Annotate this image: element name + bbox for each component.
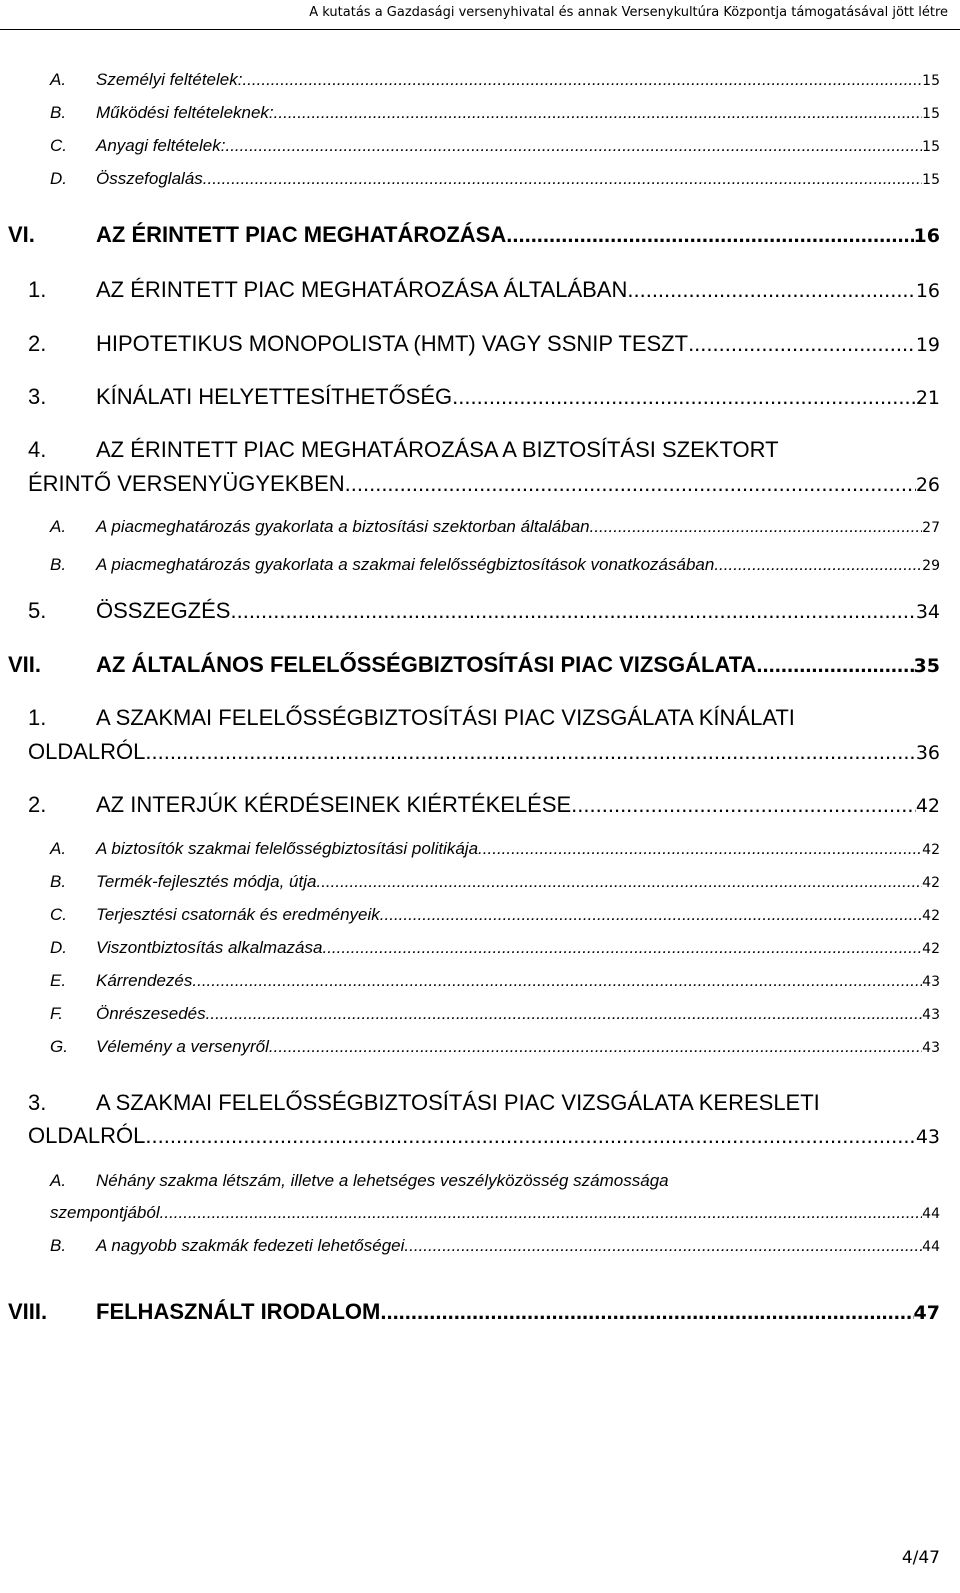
toc-leader: [688, 331, 916, 357]
toc-entry-title: Kárrendezés: [96, 971, 193, 990]
toc-entry-page: 42: [922, 842, 940, 858]
toc-leader: [627, 277, 915, 303]
toc-entry-page: 43: [915, 1126, 940, 1148]
toc-entry-page: 34: [915, 601, 940, 623]
toc-entry-title: AZ ÉRINTETT PIAC MEGHATÁROZÁSA: [96, 222, 507, 247]
toc-entry-title: Működési feltételeknek:: [96, 103, 274, 122]
toc-entry-number: B.: [50, 872, 67, 891]
toc-leader: [145, 739, 915, 765]
toc-entry-page: 42: [922, 875, 940, 891]
toc-entry-number: VIII.: [8, 1299, 48, 1324]
toc-entry-number: B.: [50, 1236, 67, 1255]
toc-entry-title: AZ ÁLTALÁNOS FELELŐSSÉGBIZTOSÍTÁSI PIAC VIZSGÁLATA: [96, 652, 757, 677]
toc-entry-page: 43: [922, 1040, 940, 1056]
toc-entry-number: VII.: [8, 652, 42, 677]
toc-entry-number: 2.: [28, 792, 47, 817]
toc-leader: [506, 222, 913, 248]
toc-entry-title: AZ INTERJÚK KÉRDÉSEINEK KIÉRTÉKELÉSE: [96, 792, 572, 817]
toc-entry-title: Terjesztési csatornák és eredményeik: [96, 905, 380, 924]
toc-leader: [242, 70, 922, 90]
toc-leader: [571, 792, 916, 818]
toc-leader: [380, 1299, 913, 1325]
toc-entry-number: B.: [50, 103, 67, 122]
toc-leader: [380, 905, 922, 925]
toc-leader: [225, 136, 922, 156]
toc-leader: [478, 839, 922, 859]
toc-entry-page: 16: [915, 280, 940, 302]
toc-entry-title: Viszontbiztosítás alkalmazása: [96, 938, 323, 957]
toc-entry-page: 15: [922, 73, 940, 89]
toc-leader: [274, 103, 923, 123]
toc-entry-title: A piacmeghatározás gyakorlata a biztosítási szektorban általában: [96, 517, 590, 536]
toc-entry-number: A.: [50, 1171, 67, 1190]
toc-entry-page: 44: [922, 1239, 940, 1255]
toc-entry-number: A.: [50, 517, 67, 536]
toc-leader: [316, 872, 922, 892]
toc-entry-page: 29: [922, 558, 940, 574]
toc-entry-title: A SZAKMAI FELELŐSSÉGBIZTOSÍTÁSI PIAC VIZSGÁLATA KÍNÁLATI: [96, 705, 795, 730]
toc-entry-page: 19: [915, 334, 940, 356]
toc-entry-page: 42: [922, 941, 940, 957]
toc-entry-number: A.: [50, 839, 67, 858]
toc-leader: [756, 652, 913, 678]
page-number: 4/47: [901, 1548, 940, 1568]
toc-entry-number: 2.: [28, 331, 47, 356]
toc-entry-title: A biztosítók szakmai felelősségbiztosítási politikája: [96, 839, 479, 858]
toc-leader: [322, 938, 922, 958]
toc-entry-page: 42: [922, 908, 940, 924]
toc-leader: [714, 555, 922, 575]
toc-entry-title: FELHASZNÁLT IRODALOM: [96, 1299, 381, 1324]
toc-entry-number: B.: [50, 555, 67, 574]
toc-entry-number: C.: [50, 136, 67, 155]
toc-entry-title-continued: OLDALRÓL: [28, 1123, 146, 1148]
toc-entry-title: A nagyobb szakmák fedezeti lehetőségei: [96, 1236, 405, 1255]
toc-entry-page: 21: [915, 387, 940, 409]
toc-entry-title: Termék-fejlesztés módja, útja: [96, 872, 317, 891]
toc-leader: [145, 1123, 915, 1149]
toc-entry-number: C.: [50, 905, 67, 924]
toc-leader: [206, 1004, 923, 1024]
toc-entry-page: 42: [915, 795, 940, 817]
toc-entry-page: 15: [922, 172, 940, 188]
toc-entry-number: 3.: [28, 384, 47, 409]
toc-leader: [160, 1203, 923, 1223]
toc-entry-number: 4.: [28, 437, 47, 462]
toc-entry-number: 5.: [28, 598, 47, 623]
toc-entry-page: 43: [922, 974, 940, 990]
toc-leader: [590, 517, 923, 537]
toc-entry-title: ÖSSZEGZÉS: [96, 598, 231, 623]
toc-entry-title: A piacmeghatározás gyakorlata a szakmai felelősségbiztosítások vonatkozásában: [96, 555, 715, 574]
toc-leader: [452, 384, 916, 410]
toc-entry-number: 3.: [28, 1090, 47, 1115]
toc-entry-page: 27: [922, 520, 940, 536]
toc-leader: [192, 971, 922, 991]
toc-entry-title: AZ ÉRINTETT PIAC MEGHATÁROZÁSA A BIZTOSÍTÁSI SZEKTORT: [96, 437, 779, 462]
toc-entry-page: 43: [922, 1007, 940, 1023]
toc-leader: [345, 471, 916, 497]
toc-entry-title: Önrészesedés: [96, 1004, 206, 1023]
toc-entry-number: VI.: [8, 222, 35, 247]
toc-leader: [203, 169, 922, 189]
toc-entry-title: Néhány szakma létszám, illetve a lehetséges veszélyközösség számossága: [96, 1171, 669, 1190]
toc-entry-page: 16: [913, 225, 940, 247]
toc-entry-title: Vélemény a versenyről: [96, 1037, 269, 1056]
toc-entry-page: 36: [915, 742, 940, 764]
toc-entry-number: D.: [50, 169, 67, 188]
running-header: A kutatás a Gazdasági versenyhivatal és annak Versenykultúra Központja támogatásával jött létre: [0, 0, 960, 30]
toc-entry-page: 47: [913, 1302, 940, 1324]
toc-entry-title: HIPOTETIKUS MONOPOLISTA (HMT) VAGY SSNIP TESZT: [96, 331, 689, 356]
toc-entry-title-continued: ÉRINTŐ VERSENYÜGYEKBEN: [28, 471, 345, 496]
toc-entry-title: KÍNÁLATI HELYETTESÍTHETŐSÉG: [96, 384, 453, 409]
toc-entry-title-continued: OLDALRÓL: [28, 739, 146, 764]
toc-entry-page: 15: [922, 106, 940, 122]
toc-leader: [230, 598, 915, 624]
toc-entry-number: E.: [50, 971, 67, 990]
toc-entry-number: G.: [50, 1037, 68, 1056]
toc-entry-page: 44: [922, 1206, 940, 1222]
toc-leader: [404, 1236, 922, 1256]
toc-entry-number: 1.: [28, 277, 47, 302]
toc-entry-number: D.: [50, 938, 67, 957]
toc-entry-title: Anyagi feltételek:: [96, 136, 226, 155]
toc-entry-page: 26: [915, 474, 940, 496]
toc-entry-title: Összefoglalás: [96, 169, 203, 188]
toc-entry-page: 15: [922, 139, 940, 155]
toc-entry-number: 1.: [28, 705, 47, 730]
toc-entry-page: 35: [913, 655, 940, 677]
toc-leader: [269, 1037, 922, 1057]
toc-entry-title: Személyi feltételek:: [96, 70, 243, 89]
toc-entry-number: F.: [50, 1004, 63, 1023]
toc-entry-number: A.: [50, 70, 67, 89]
toc-entry-title: AZ ÉRINTETT PIAC MEGHATÁROZÁSA ÁLTALÁBAN: [96, 277, 628, 302]
toc-entry-title: A SZAKMAI FELELŐSSÉGBIZTOSÍTÁSI PIAC VIZSGÁLATA KERESLETI: [96, 1090, 820, 1115]
toc-entry-title-continued: szempontjából: [50, 1203, 160, 1222]
